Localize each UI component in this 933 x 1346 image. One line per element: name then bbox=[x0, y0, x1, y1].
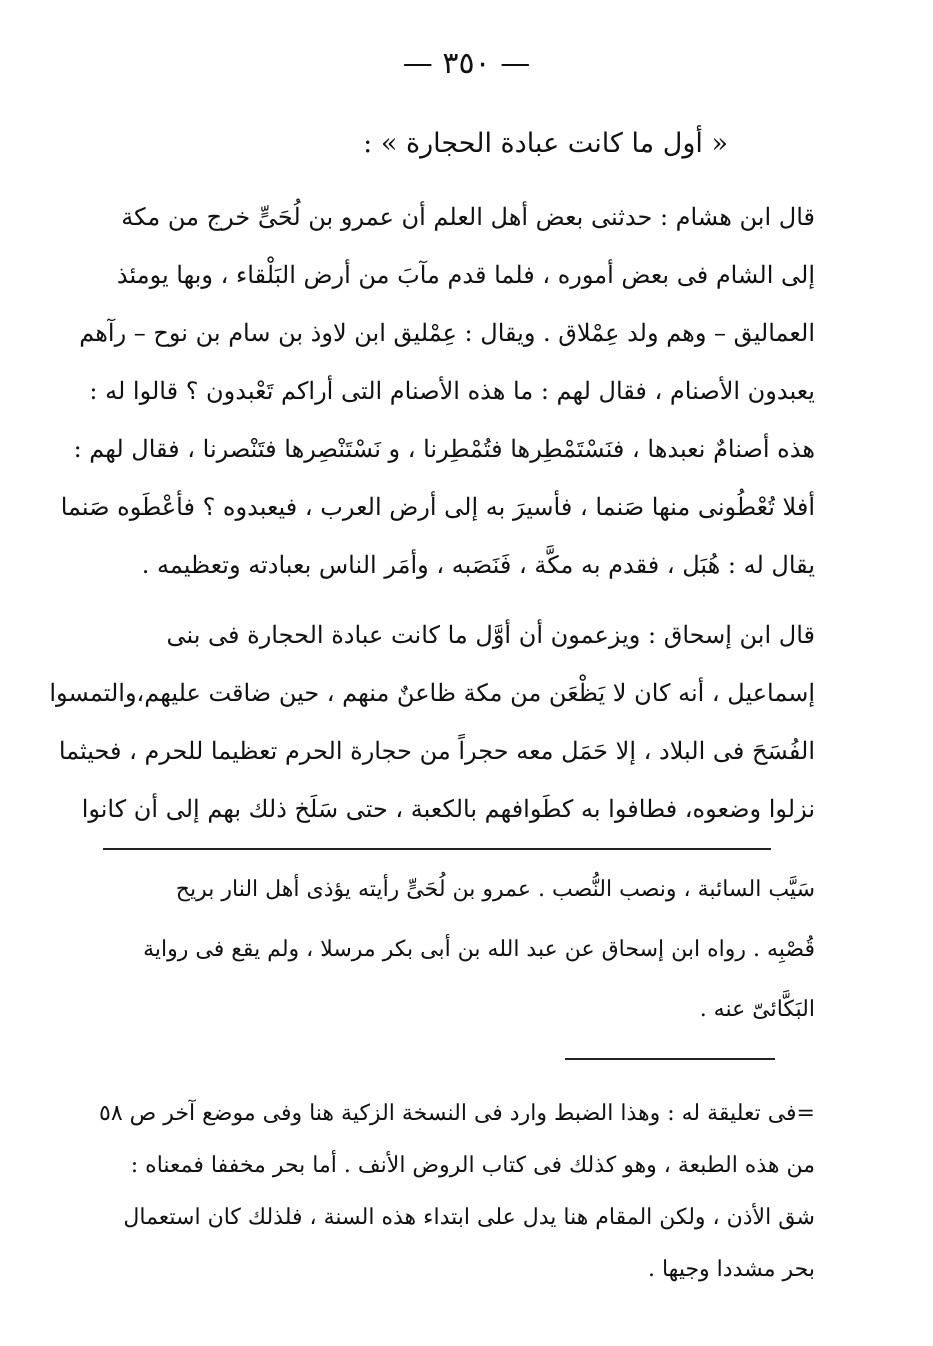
text-line: أفلا تُعْطُونى منها صَنما ، فأسيرَ به إلى أرض العرب ، فيعبدوه ؟ فأعْطَوه صَنما bbox=[60, 493, 815, 521]
note-line: بحر مشددا وجيها . bbox=[647, 1257, 815, 1282]
footnote-divider bbox=[103, 848, 771, 850]
footnote-line: قُصْبِه . رواه ابن إسحاق عن عبد الله بن أبى بكر مرسلا ، ولم يقع فى رواية bbox=[143, 937, 815, 962]
paragraph-ibn-ishaq bbox=[49, 606, 815, 838]
text-line: نزلوا وضعوه، فطافوا به كطَوافهم بالكعبة ، حتى سَلَخ ذلك بهم إلى أن كانوا bbox=[81, 795, 815, 823]
note-line: شق الأذن ، ولكن المقام هنا يدل على ابتداء هذه السنة ، فلذلك كان استعمال bbox=[123, 1205, 815, 1230]
note-line: =فى تعليقة له : وهذا الضبط وارد فى النسخة الزكية هنا وفى موضع آخر ص ٥٨ bbox=[99, 1101, 815, 1126]
text-line: يقال له : هُبَل ، فقدم به مكَّة ، فَنَصَبه ، وأمَر الناس بعبادته وتعظيمه . bbox=[141, 551, 815, 579]
text-line: العماليق – وهم ولد عِمْلاق . ويقال : عِمْليق ابن لاوذ بن سام بن نوح – رآهم bbox=[79, 319, 815, 347]
text-line: يعبدون الأصنام ، فقال لهم : ما هذه الأصنام التى أراكم تَعْبدون ؟ قالوا له : bbox=[89, 377, 815, 405]
page-number: — ٣٥٠ — bbox=[402, 46, 531, 81]
footnote-continuation bbox=[115, 860, 815, 1040]
text-line: قال ابن هشام : حدثنى بعض أهل العلم أن عمرو بن لُحَىٍّ خرج من مكة bbox=[121, 203, 815, 231]
note-line: من هذه الطبعة ، وهو كذلك فى كتاب الروض الأنف . أما بحر مخففا فمعناه : bbox=[130, 1153, 815, 1178]
text-line: إلى الشام فى بعض أموره ، فلما قدم مآبَ من أرض البَلْقاء ، وبها يومئذ bbox=[116, 261, 815, 289]
footnote-line: البَكَّائىّ عنه . bbox=[699, 997, 815, 1022]
text-line: قال ابن إسحاق : ويزعمون أن أوَّل ما كانت عبادة الحجارة فى بنى bbox=[166, 621, 815, 649]
text-line: إسماعيل ، أنه كان لا يَظْعَن من مكة ظاعنٌ منهم ، حين ضاقت عليهم،والتمسوا bbox=[49, 679, 815, 707]
text-line: هذه أصنامٌ نعبدها ، فنَسْتَمْطِرها فتُمْطِرنا ، و نَسْتَنْصِرها فتَنْصرنا ، فقال لهم : bbox=[73, 435, 815, 463]
section-heading: « أول ما كانت عبادة الحجارة » : bbox=[363, 128, 728, 159]
editor-note bbox=[99, 1088, 815, 1296]
text-line: الفُسَحَ فى البلاد ، إلا حَمَل معه حجراً من حجارة الحرم تعظيما للحرم ، فحيثما bbox=[58, 737, 815, 765]
footnote-line: سَيَّب السائبة ، ونصب النُّصب . عمرو بن لُحَىٍّ رأيته يؤذى أهل النار بريح bbox=[175, 877, 815, 902]
note-divider bbox=[565, 1058, 775, 1060]
paragraph-ibn-hisham bbox=[60, 188, 815, 594]
